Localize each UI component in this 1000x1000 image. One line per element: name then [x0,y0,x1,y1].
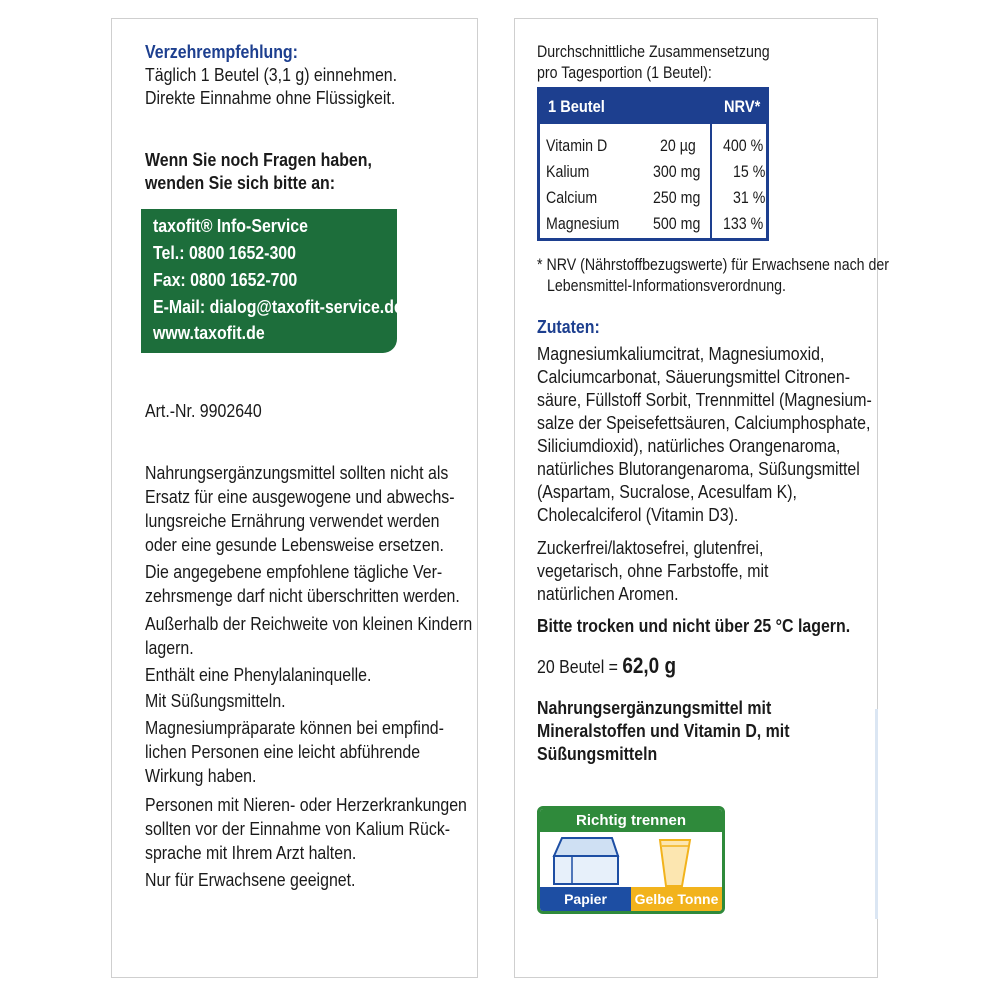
warning-line: Nur für Erwachsene geeignet. [145,869,356,890]
questions-line: Wenn Sie noch Fragen haben, [145,149,372,170]
warning-line: Mit Süßungsmitteln. [145,690,286,711]
nutrient-amount: 500 mg [653,215,701,233]
product-type-line: Süßungsmitteln [537,743,658,764]
warning-line: lichen Personen eine leicht abführende [145,741,421,762]
nutrient-nrv: 400 % [723,137,764,155]
ingredients-line: Siliciumdioxid), natürliches Orangenaroma, [537,435,841,456]
intake-heading: Verzehrempfehlung: [145,41,298,62]
ingredients-line: Calciumcarbonat, Säuerungsmittel Citronen- [537,366,851,387]
net-content-prefix: 20 Beutel = [537,656,618,677]
nutrient-name: Vitamin D [546,137,608,155]
right-panel [514,18,890,978]
warning-line: zehrsmenge darf nicht überschritten werden. [145,585,460,606]
table-header-serving: 1 Beutel [548,97,605,116]
product-type-line: Nahrungsergänzungsmittel mit [537,697,772,718]
left-panel [111,18,478,978]
warning-line: lagern. [145,637,194,658]
article-number: Art.-Nr. 9902640 [145,400,262,421]
plastic-pouch-icon [652,836,702,888]
warning-line: Ersatz für eine ausgewogene und abwechs- [145,486,455,507]
info-service-box [141,209,403,353]
footnote-line: * NRV (Nährstoffbezugswerte) für Erwachsene nach der [537,256,890,274]
warning-line: Nahrungsergänzungsmittel sollten nicht als [145,462,449,483]
recycling-badge [537,806,725,914]
warning-line: Magnesiumpräparate können bei empfind- [145,717,444,738]
table-row [540,133,766,159]
panel-edge-accent [875,709,878,919]
table-row [540,211,766,237]
warning-line: sprache mit Ihrem Arzt halten. [145,842,357,863]
info-email[interactable]: E-Mail: dialog@taxofit-service.de [153,296,403,317]
claims-line: vegetarisch, ohne Farbstoffe, mit [537,560,769,581]
recycling-paper-label: Papier [540,887,631,911]
table-row [540,159,766,185]
footnote-line: Lebensmittel-Informationsverordnung. [547,277,786,295]
warning-line: Außerhalb der Reichweite von kleinen Kindern [145,613,473,634]
nutrient-amount: 250 mg [653,189,701,207]
nutrient-amount: 300 mg [653,163,701,181]
nutrient-nrv: 31 % [733,189,766,207]
info-fax: Fax: 0800 1652-700 [153,269,298,290]
nutrient-name: Calcium [546,189,598,207]
storage-instructions: Bitte trocken und nicht über 25 °C lagern. [537,615,851,636]
intake-line: Direkte Einnahme ohne Flüssigkeit. [145,87,396,108]
info-phone[interactable]: Tel.: 0800 1652-300 [153,242,297,263]
composition-line: Durchschnittliche Zusammensetzung [537,43,770,61]
nutrient-name: Kalium [546,163,590,181]
intake-line: Täglich 1 Beutel (3,1 g) einnehmen. [145,64,398,85]
warning-line: Enthält eine Phenylalaninquelle. [145,664,372,685]
nutrition-table [537,87,769,241]
product-type-line: Mineralstoffen und Vitamin D, mit [537,720,790,741]
warning-line: Die angegebene empfohlene tägliche Ver- [145,561,443,582]
paper-box-icon [548,834,624,886]
ingredients-line: säure, Füllstoff Sorbit, Trennmittel (Magnesium- [537,389,872,410]
ingredients-heading: Zutaten: [537,316,600,337]
warning-line: oder eine gesunde Lebensweise ersetzen. [145,534,444,555]
warning-line: Wirkung haben. [145,765,257,786]
recycling-yellow-bin-label: Gelbe Tonne [631,887,722,911]
ingredients-line: (Aspartam, Sucralose, Acesulfam K), [537,481,797,502]
ingredients-line: Magnesiumkaliumcitrat, Magnesiumoxid, [537,343,825,364]
table-row [540,185,766,211]
questions-line: wenden Sie sich bitte an: [145,172,336,193]
claims-line: natürlichen Aromen. [537,583,679,604]
nutrient-amount: 20 µg [660,137,696,155]
nutrient-nrv: 133 % [723,215,764,233]
net-content-weight: 62,0 g [622,653,677,678]
warning-line: Personen mit Nieren- oder Herzerkrankungen [145,794,467,815]
nutrient-name: Magnesium [546,215,620,233]
ingredients-line: salze der Speisefettsäuren, Calciumphosphate, [537,412,871,433]
ingredients-line: natürliches Blutorangenaroma, Süßungsmittel [537,458,860,479]
nutrient-nrv: 15 % [733,163,766,181]
ingredients-line: Cholecalciferol (Vitamin D3). [537,504,739,525]
table-header-nrv: NRV* [724,97,761,116]
info-service-title: taxofit® Info-Service [153,215,308,236]
recycling-title: Richtig trennen [540,809,722,832]
info-website[interactable]: www.taxofit.de [153,322,265,343]
warning-line: sollten vor der Einnahme von Kalium Rück- [145,818,451,839]
composition-line: pro Tagesportion (1 Beutel): [537,64,712,82]
net-content [537,655,676,679]
claims-line: Zuckerfrei/laktosefrei, glutenfrei, [537,537,764,558]
warning-line: lungsreiche Ernährung verwendet werden [145,510,440,531]
nutrition-table-header [540,90,766,124]
